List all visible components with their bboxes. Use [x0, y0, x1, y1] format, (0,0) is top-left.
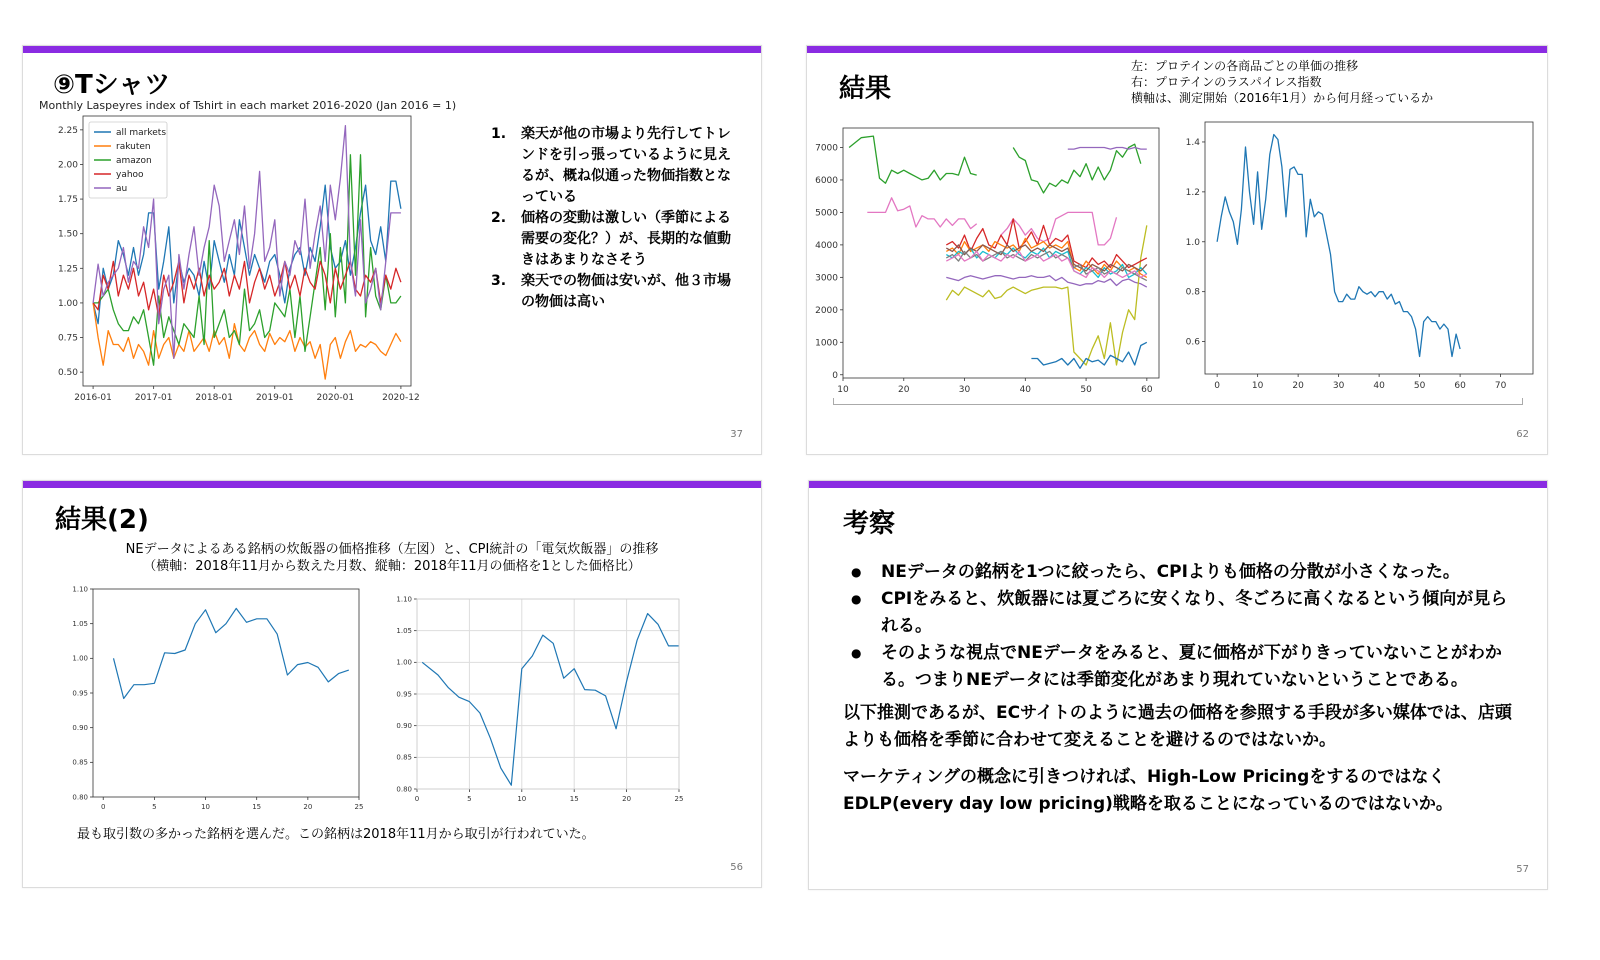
x-tick-label: 2017-01: [134, 393, 173, 403]
plot-frame: [1205, 122, 1533, 374]
x-tick-label: 30: [1332, 381, 1345, 391]
y-tick-label: 2.25: [57, 125, 78, 136]
x-tick-label: 20: [898, 385, 910, 395]
x-tick-label: 20: [303, 803, 313, 811]
y-tick-label: 0.75: [57, 333, 78, 344]
y-tick-label: 1.05: [72, 620, 88, 628]
y-tick-label: 5000: [815, 208, 838, 219]
bullet-item: ● NEデータの銘柄を1つに絞ったら、CPIよりも価格の分散が小さくなった。: [843, 559, 1519, 586]
y-tick-label: 1.50: [57, 229, 78, 240]
x-tick-label: 10: [517, 795, 527, 803]
y-tick-label: 1.10: [396, 595, 412, 604]
y-tick-label: 0.80: [72, 793, 88, 802]
y-tick-label: 1.75: [57, 195, 78, 206]
bullet-item: ● そのような視点でNEデータをみると、夏に価格が下がりきっていないことがわかる。つまりNEデータには季節変化があまり現れていないということである。: [843, 640, 1519, 694]
bullet-item: 2. 価格の変動は激しい（季節による需要の変化？）が、長期的な値動きはあまりなさそう: [491, 210, 731, 268]
legend-label: rakuten: [116, 142, 151, 152]
y-tick-label: 1.00: [72, 654, 88, 663]
note-line: 右：プロテインのラスパイレス指数: [1131, 75, 1322, 89]
paragraph: 以下推測であるが、ECサイトのように過去の価格を参照する手段が多い媒体では、店頭よりも価格を季節に合わせて変えることを避けるのではないか。: [843, 703, 1512, 750]
x-tick-label: 70: [1494, 381, 1507, 391]
y-tick-label: 1.25: [57, 264, 78, 275]
discussion-bullets: [843, 559, 1519, 694]
y-tick-label: 0.90: [396, 722, 412, 730]
x-tick-label: 5: [467, 795, 472, 803]
y-tick-label: 7000: [815, 143, 838, 154]
y-tick-label: 1.2: [1185, 187, 1200, 198]
y-tick-label: 0.85: [72, 758, 88, 767]
series-line-0: [422, 614, 679, 786]
bullet-item: 3. 楽天での物価は安いが、他３市場の物価は高い: [491, 273, 731, 310]
accent-bar: [809, 481, 1547, 488]
x-tick-label: 10: [837, 385, 849, 395]
discussion-body: [843, 559, 1519, 818]
x-tick-label: 40: [1373, 381, 1385, 391]
y-tick-label: 0.95: [396, 690, 412, 699]
x-tick-label: 20: [622, 795, 632, 803]
x-tick-label: 5: [152, 803, 157, 811]
legend-label: au: [116, 184, 128, 194]
y-tick-label: 6000: [815, 175, 838, 186]
y-tick-label: 0.95: [72, 689, 88, 698]
y-tick-label: 0.90: [72, 724, 88, 732]
y-tick-label: 0.6: [1185, 337, 1200, 348]
x-tick-label: 0: [1214, 381, 1221, 391]
x-tick-label: 2020-12: [382, 393, 420, 403]
x-tick-label: 2018-01: [195, 393, 234, 403]
x-tick-label: 50: [1080, 385, 1092, 395]
y-tick-label: 1.00: [57, 298, 78, 309]
y-tick-label: 0.50: [57, 368, 78, 379]
page-number: 62: [1516, 429, 1529, 440]
slide-title: 結果: [839, 74, 892, 104]
x-tick-label: 60: [1141, 385, 1153, 395]
slide-rice-cooker: [22, 480, 762, 888]
series-line-0: [1217, 135, 1460, 357]
x-tick-label: 60: [1454, 381, 1466, 391]
slide-discussion: [808, 480, 1548, 890]
slide1-bullets: [491, 124, 731, 313]
y-tick-label: 2000: [815, 305, 838, 316]
y-tick-label: 1.10: [72, 585, 88, 594]
y-tick-label: 0: [832, 370, 838, 381]
x-tick-label: 40: [1019, 385, 1032, 395]
slide-footer-text: 最も取引数の多かった銘柄を選んだ。この銘柄は2018年11月から取引が行われていた。: [77, 827, 595, 842]
y-tick-label: 1.0: [1185, 237, 1200, 248]
y-tick-label: 0.80: [396, 785, 412, 794]
slide-title: ⑨Tシャツ: [53, 70, 171, 100]
protein-laspeyres-chart: [807, 46, 1547, 454]
page-number: 37: [730, 429, 743, 440]
y-tick-label: 4000: [815, 240, 838, 251]
y-tick-label: 0.8: [1185, 287, 1200, 298]
legend-label: yahoo: [116, 170, 144, 180]
slide-protein-results: [806, 45, 1548, 455]
note-line: 横軸は、測定開始（2016年1月）から何月経っているか: [1131, 91, 1434, 105]
slide-tshirt: [22, 45, 762, 455]
y-tick-label: 3000: [815, 273, 838, 284]
y-tick-label: 0.85: [396, 753, 412, 762]
legend-label: all markets: [116, 128, 167, 138]
slide-title: 結果(2): [55, 505, 149, 535]
caption-line: （横軸：2018年11月から数えた月数、縦軸：2018年11月の価格を1とした価格比）: [143, 559, 641, 574]
x-tick-label: 0: [414, 795, 420, 803]
bullet-item: 1. 楽天が他の市場より先行してトレンドを引っ張っているように見えるが、概ね似通った物価指数となっている: [491, 126, 731, 205]
page-number: 56: [730, 862, 743, 873]
x-tick-label: 2019-01: [255, 393, 294, 403]
x-tick-label: 2016-01: [74, 393, 112, 403]
page-number: 57: [1516, 864, 1529, 875]
x-tick-label: 15: [252, 803, 262, 811]
x-tick-label: 30: [958, 385, 971, 395]
x-tick-label: 25: [674, 795, 684, 803]
y-tick-label: 2.00: [57, 160, 78, 171]
y-tick-label: 1.00: [396, 658, 412, 667]
x-tick-label: 0: [100, 803, 106, 811]
slide-title: 考察: [843, 509, 896, 539]
bullet-item: ● CPIをみると、炊飯器には夏ごろに安くなり、冬ごろに高くなるという傾向が見られる。: [843, 586, 1519, 640]
x-tick-label: 25: [354, 803, 364, 811]
y-tick-label: 1.05: [396, 627, 412, 635]
y-tick-label: 1.4: [1185, 137, 1200, 148]
chart-title: Monthly Laspeyres index of Tshirt in each market 2016-2020 (Jan 2016 = 1): [39, 99, 457, 112]
x-tick-label: 15: [569, 795, 579, 803]
x-tick-label: 10: [201, 803, 210, 811]
legend-label: amazon: [116, 156, 152, 166]
paragraph: マーケティングの概念に引きつければ、High-Low PricingをするのではなくEDLP(every day low pricing)戦略を取ることになっているのではないか。: [843, 767, 1453, 814]
caption-line: NEデータによるある銘柄の炊飯器の価格推移（左図）と、CPI統計の「電気炊飯器」の推移: [125, 542, 659, 557]
x-tick-label: 20: [1292, 381, 1304, 391]
x-tick-label: 2020-01: [316, 393, 355, 403]
y-tick-label: 1000: [815, 338, 838, 349]
x-tick-label: 50: [1413, 381, 1426, 391]
note-line: 左：プロテインの各商品ごとの単価の推移: [1131, 59, 1359, 73]
x-tick-label: 10: [1251, 381, 1264, 391]
